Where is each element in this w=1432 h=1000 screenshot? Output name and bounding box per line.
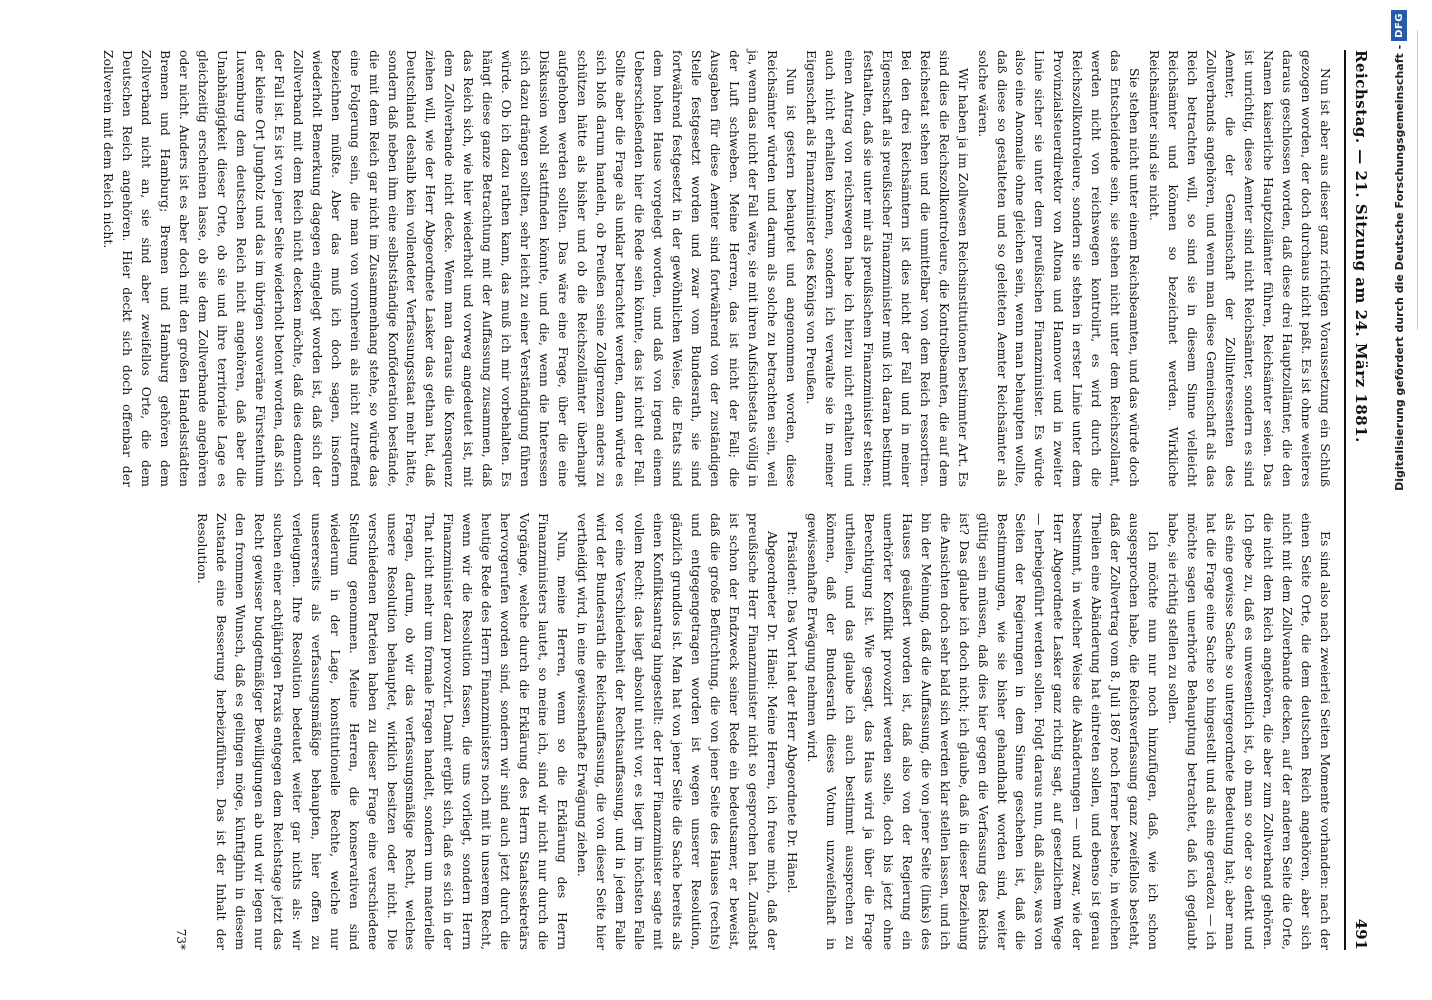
paragraph: Sie stehen nicht unter einem Reichsbeamten, und das würde doch das Entscheidende sein, sie stehen nicht unter dem Reichszollamt, werden nicht von reichswegen kontrolirt, es wird durch die Reichszollkontroleure, sondern sie stehen in erster Linie unter dem Provinzialsteuerdirektor von Altona und Hannover und in zweiter Linie sicher sie unter dem preußischen Finanzminister. Es würde also eine Anomalie ohne gleichen sein, wenn man behaupten wollte, daß diese so gestalteten und so geleiteten Aemter Reichsämter als solche wären. [975,50,1143,487]
running-head [1344,50,1370,950]
speaker-paragraph: Abgeordneter Dr. Hänel: Meine Herren, ich freue mich, daß der preußische Herr Finanzminister nicht so gesprochen hat. Zunächst ist schon der Endzweck seiner Rede ein bedeutsamer, er beweist, daß die große Befürchtung, die von jener Seite des Hauses (rechts) und entgegengetragen worden ist wegen unserer Resolution, gänzlich grundlos ist. Man hat von jener Seite die Sache bereits als einen Konfliktsantrag hingestellt: der Herr Finanzminister sagte mit vollem Recht: das liegt absolut nicht vor, es liegt im höchsten Falle vor eine Verschiedenheit der Rechtsauffassung, und in jedem Falle wird der Bundesrath die Reichsauffassung, die von dieser Seite hier vertheidigt wird, in eine gewissenhafte Erwägung ziehen. [575,513,780,950]
president-line: Präsident: Das Wort hat der Herr Abgeordnete Dr. Hänel. [784,531,800,894]
page-header-title: Reichstag. — 21. Sitzung am 24. März 1881. [1352,50,1370,443]
digitization-credit [1389,10,1409,990]
paragraph: Ich möchte nun nur noch hinzufügen, daß, wie ich schon ausgesprochen habe, die Reichsverfassung ganz zweifellos besteht, daß der Zollvertrag vom 8. Juli 1867 noch ferner bestehe, in welchen Theilen eine Abänderung hat eintreten sollen, und ebenso ist genau bestimmt, in welcher Weise die Abänderungen — und zwar, wie der Herr Abgeordnete Lasker ganz richtig sagt, auf gesetzlichem Wege — herbeigeführt werden sollen. Folgt daraus nun, daß alles, was von Seiten der Regierungen in dem Sinne geschehen ist, daß die Bestimmungen, wie sie bisher gehandhabt worden sind, weiter gültig sein müssen, daß dies hier gegen die Verfassung des Reichs ist? Das glaube ich doch nicht; ich glaube, daß in dieser Beziehung die Ansichten doch sehr bald sich werden klar stellen lassen, und ich bin der Meinung, daß die Auffassung, die von jener Seite (links) des Hauses geäußert worden ist, daß also von der Regierung ein unerhörter Konflikt provozirt werden solle, doch bis jetzt ohne Berechtigung ist. Wie gesagt, das Haus wird ja über die Frage urtheilen, und das glaube ich auch bestimmt aussprechen zu können, daß der Bundesrath dieses Votum unzweifelhaft in gewissenhafte Erwägung nehmen wird. [804,513,1162,950]
newspaper-page [36,20,1396,980]
credit-text: Digitalisierung gefördert durch die Deutsche Forschungsgemeinschaft - [1392,44,1406,491]
column-right [104,513,1334,950]
paragraph: Nun, meine Herren, wenn so die Erklärung des Herrn Finanzministers lautet, so meine ich, sind wir nicht nur durch die Vorgänge, welche durch die Erklärung des Herrn Staatssekretärs hervorgerufen worden sind, sondern wir sind auch jetzt durch die heutige Rede des Herrn Finanzministers noch mit in unserem Recht, wenn wir die Resolution fassen, die uns vorliegt, sondern Herrn Finanzminister dazu provozirt. Damit ergibt sich, daß es sich in der That nicht mehr um formale Fragen handelt, sondern um materielle Fragen, darum, ob wir das verfassungsmäßige Recht, welches unsere Resolution behauptet, wirklich besitzen oder nicht. Die verschiedenen Parteien haben zu dieser Frage eine verschiedene Stellung genommen. Meine Herren, die konservativen sind wiederum in der Lage, konstitutionelle Rechte, welche nur unsererseits als verfassungsmäßige behaupten, hier offen zu verleugnen. Ihre Resolution bedeutet weiter gar nichts als: wir suchen einer achtjährigen Praxis entgegen dem Reichstage jetzt das Recht gewisser budgetmäßiger Bewilligungen ab und wir legen nur den frommen Wunsch, daß es gelingen möge, künftighin in diesem Zustande eine Besserung herbeizuführen. Das ist der Inhalt der Resolution. [194,513,571,950]
paragraph: Nun ist gestern behauptet und angenommen worden, diese Reichsämter würden und darum als solche zu betrachten sein, weil ja, wenn das nicht der Fall wäre, sie mit ihren Aufsichtsetats völlig in der Luft schweben. Meine Herren, das ist nicht der Fall; die Ausgaben für diese Aemter sind fortwährend von der zuständigen Stelle festgesetzt worden und zwar vom Bundesrath, sie sind fortwährend festgesetzt in der gewöhnlichen Weise, die Etats sind dem hohen Hause vorgelegt worden, und daß von irgend einem Ueberschießenden hier die Rede sein könnte, das ist nicht der Fall. Sollte aber die Frage als unklar betrachtet werden, dann würde es sich bloß darum handeln, ob Preußen seine Zollgrenzen anders zu schützen hätte als bisher und ob die Reichszollämter überhaupt aufgehoben werden sollten. Das wäre eine Frage, über die eine Diskussion wohl stattfinden könnte, und die, wenn die Interessen sich dazu drängen sollten, sehr leicht zu einer Verständigung führen würde. Ob ich dazu rathen kann, das muß ich mir vorbehalten. Es hängt diese ganze Betrachtung mit der Auffassung zusammen, daß das Reich sich, wie hier wiederholt und vorweg angedeutet ist, mit dem Zollverbande nicht decke. Wenn man daraus die Konsequenz ziehen will, wie der Herr Abgeordnete Lasker das gethan hat, daß Deutschland deshalb kein vollendeter Verfassungsstaat mehr hätte, sondern daß neben ihm eine selbstständige Konföderation bestände, die mit dem Reich gar nicht im Zusammenhang stehe, so würde das eine Folgerung sein, die man von vornherein als nicht zutreffend bezeichnen müßte. Aber das muß ich doch sagen, insofern wiederholt Bemerkung dagegen eingelegt worden ist, daß sich der Zollverband mit dem Reich nicht decken möchte, daß dies dennoch der Fall ist. Es ist von jener Seite wiederholt betont worden, daß sich der kleine Ort Jungholz und das im übrigen souveräne Fürstenthum Luxemburg dem deutschen Reich nicht angehören, daß aber die Unabhängigkeit dieser Orte, ob sie und ihre territoriale Lage es gleichzeitig erscheinen lasse, ob sie dem Zollverbande angehören oder nicht. Anders ist es aber doch mit den großen Handelsstädten Bremen und Hamburg; Bremen und Hamburg gehören dem Zollverband nicht an, sie sind aber zweifellos Orte, die dem Deutschen Reich angehören. Hier deckt sich doch offenbar der Zollverein mit dem Reich nicht. [101,50,799,487]
page-number: 491 [1352,918,1370,950]
column-left [101,50,1334,487]
paragraph: Es sind also nach zweierlei Seiten Momente vorhanden: nach der einen Seite Orte, die dem deutschen Reich angehören, aber sich nicht mit dem Zollverbande decken, auf der anderen Seite die Orte, die nicht dem Reich angehören, die aber zum Zollverband gehören. Ich gebe zu, daß es unwesentlich ist, ob man so oder so denkt und als eine gewisse Sache so untergeordnete Bedeutung hat; aber man hat die Frage eine Sache so hingestellt und als eine geradezu — ich möchte sagen unerhörte Behauptung betrachtet, daß ich geglaubt habe, sie richtig stellen zu sollen. [1166,513,1333,950]
sheet-number: 73* [173,928,188,950]
text-columns [101,50,1334,950]
paragraph: Wir haben ja im Zollwesen Reichsinstitutionen bestimmter Art. Es sind dies die Reichszollkontroleure, die Kontrolbeamten, die auf dem Reichsetat stehen und die unmittelbar von dem Reich ressortiren. Bei den drei Reichsämtern ist dies nicht der Fall und in meiner Eigenschaft als preußischer Finanzminister muß ich daran bestimmt festhalten, daß sie unter mir als preußischem Finanzminister stehen; einen Antrag von reichswegen habe ich hierzu nicht erhalten und auch nicht erhalten können, sondern ich verwalte sie in meiner Eigenschaft als Finanzminister des Königs von Preußen. [803,50,971,487]
dfg-logo: DFG [1391,10,1407,41]
paragraph: Nun ist aber aus dieser ganz richtigen Voraussetzung ein Schluß gezogen worden, der doch durchaus nicht paßt. Es ist ohne weiteres daraus geschlossen worden, daß diese drei Hauptzollämter, die den Namen kaiserliche Hauptzollämter führen, Reichsämter seien. Das ist unrichtig, diese Aemter sind nicht Reichsämter, sondern es sind Aemter, die der Gemeinschaft der Zollinteressenten des Zollverbands angehören, und wenn man diese Gemeinschaft als das Reich betrachten will, so sind sie in diesem Sinne vielleicht Reichsämter und können so bezeichnet werden. Wirkliche Reichsämter sind sie nicht. [1147,50,1333,487]
scan-edge-line [1417,30,1418,330]
